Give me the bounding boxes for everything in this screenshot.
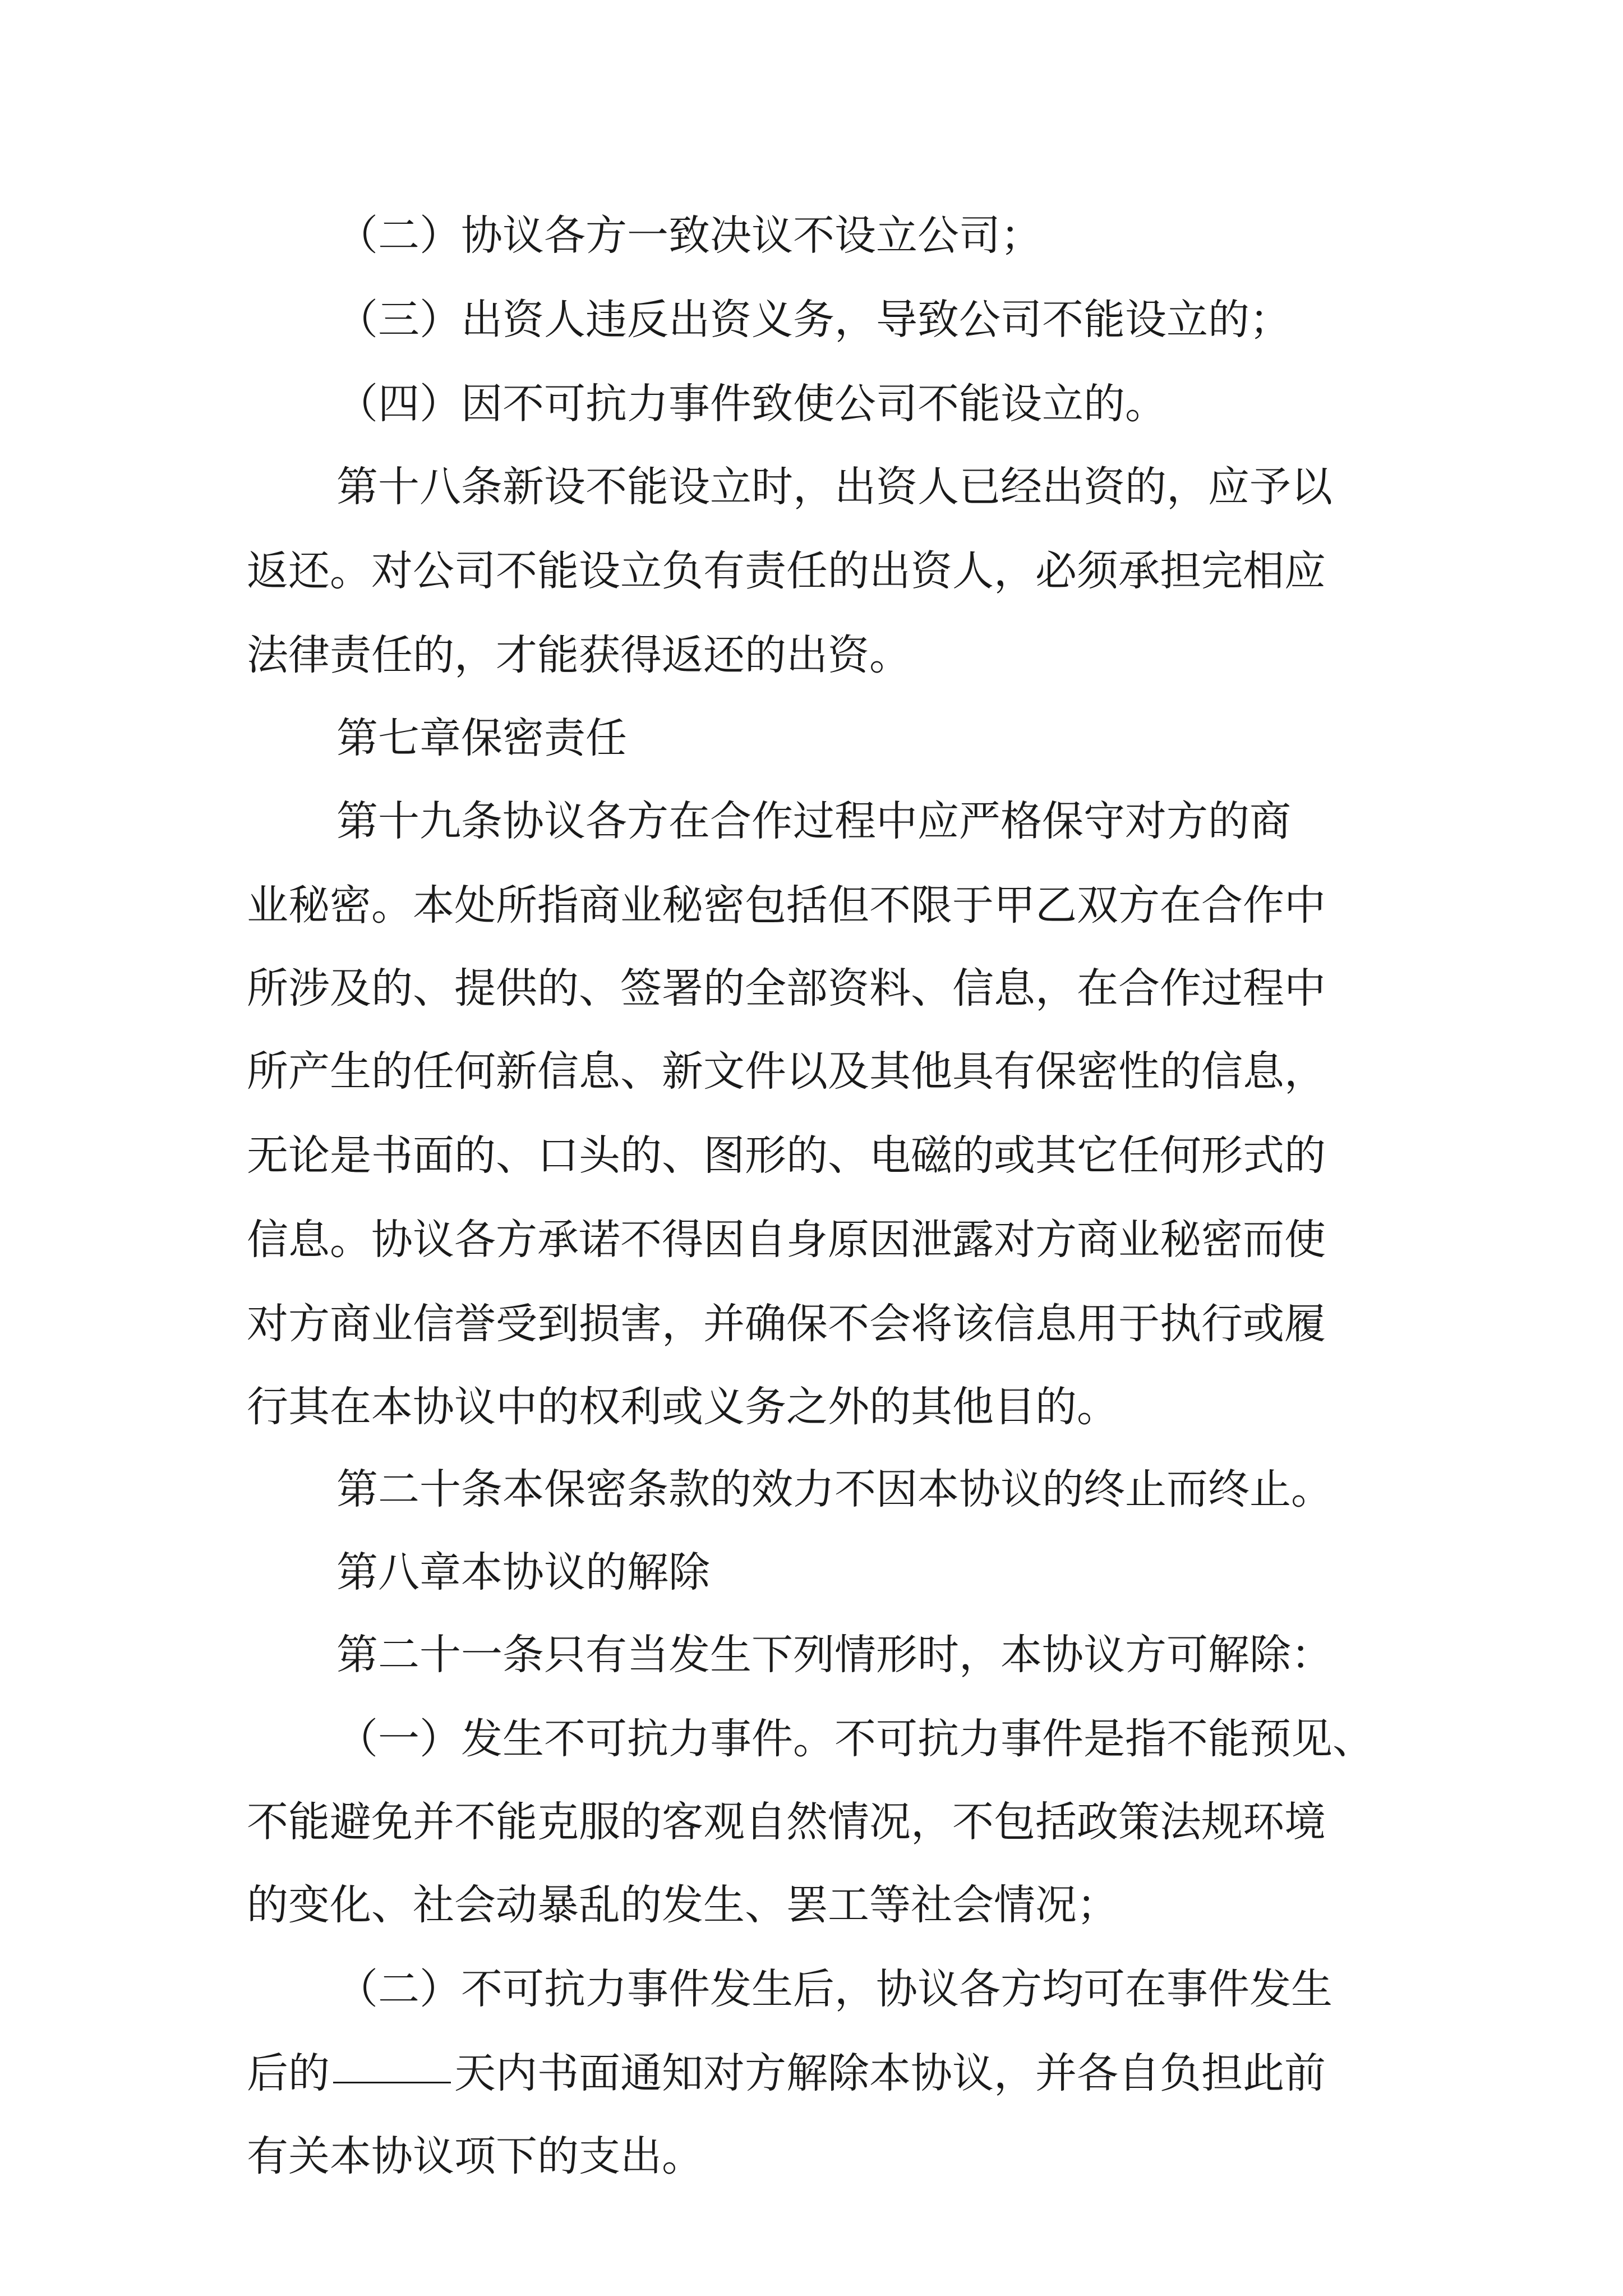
article-21-clause-1-line-3: 的变化、社会动暴乱的发生、罢工等社会情况； bbox=[247, 1881, 1118, 1929]
chapter-8-heading: 第八章本协议的解除 bbox=[336, 1548, 710, 1596]
text-after-blank: 天内书面通知对方解除本协议，并各自负担此前 bbox=[454, 2049, 1326, 2097]
article-19-line-6: 信息。协议各方承诺不得因自身原因泄露对方商业秘密而使 bbox=[247, 1216, 1326, 1264]
article-19-line-8: 行其在本协议中的权利或义务之外的其他目的。 bbox=[247, 1383, 1118, 1431]
article-19-line-3: 所涉及的、提供的、签署的全部资料、信息，在合作过程中 bbox=[247, 964, 1326, 1013]
article-18-line-2: 返还。对公司不能设立负有责任的出资人，必须承担完相应 bbox=[247, 547, 1326, 595]
article-19-line-5: 无论是书面的、口头的、图形的、电磁的或其它任何形式的 bbox=[247, 1131, 1326, 1180]
article-21-clause-2-line-1: （二）不可抗力事件发生后，协议各方均可在事件发生 bbox=[336, 1965, 1332, 2013]
article-19-line-2: 业秘密。本处所指商业秘密包括但不限于甲乙双方在合作中 bbox=[247, 881, 1326, 930]
clause-3-line: （三）出资人违反出资义务，导致公司不能设立的； bbox=[336, 296, 1291, 344]
article-21-clause-1-line-2: 不能避免并不能克服的客观自然情况，不包括政策法规环境 bbox=[247, 1798, 1326, 1846]
clause-4-line: （四）因不可抗力事件致使公司不能设立的。 bbox=[336, 380, 1166, 428]
clause-2-line: （二）协议各方一致决议不设立公司； bbox=[336, 211, 1042, 260]
days-blank-field bbox=[333, 2079, 451, 2083]
article-21-clause-2-line-2 bbox=[247, 2045, 1368, 2101]
article-21-clause-2-line-3: 有关本协议项下的支出。 bbox=[247, 2132, 703, 2180]
article-18-line-1: 第十八条新设不能设立时，出资人已经出资的，应予以 bbox=[336, 463, 1332, 511]
article-19-line-1: 第十九条协议各方在合作过程中应严格保守对方的商 bbox=[336, 797, 1291, 845]
article-18-line-3: 法律责任的，才能获得返还的出资。 bbox=[247, 631, 911, 679]
article-20-line: 第二十条本保密条款的效力不因本协议的终止而终止。 bbox=[336, 1465, 1332, 1513]
article-19-line-4: 所产生的任何新信息、新文件以及其他具有保密性的信息， bbox=[247, 1047, 1326, 1096]
article-21-clause-1-line-1: （一）发生不可抗力事件。不可抗力事件是指不能预见、 bbox=[336, 1715, 1374, 1763]
article-19-line-7: 对方商业信誉受到损害，并确保不会将该信息用于执行或履 bbox=[247, 1300, 1326, 1348]
chapter-7-heading: 第七章保密责任 bbox=[336, 714, 627, 762]
article-21-line: 第二十一条只有当发生下列情形时，本协议方可解除： bbox=[336, 1631, 1332, 1679]
text-before-blank: 后的 bbox=[247, 2049, 330, 2097]
